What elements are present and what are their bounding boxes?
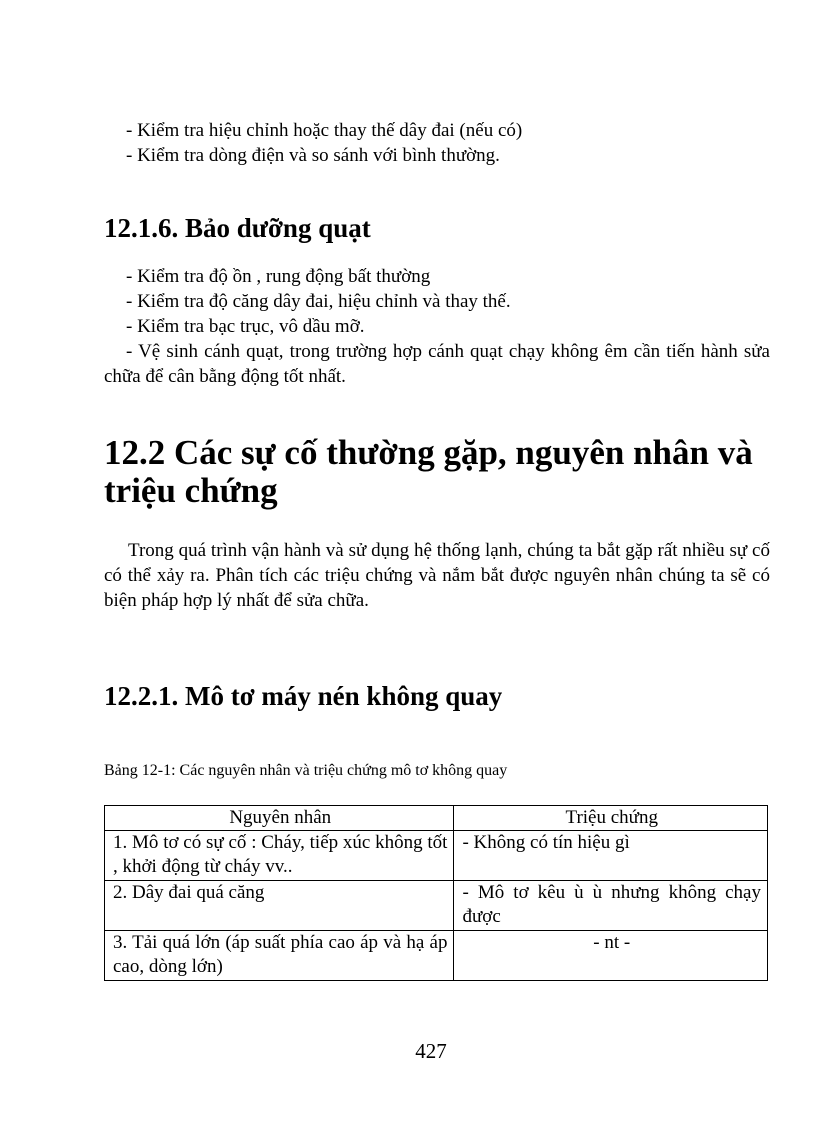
bullet-item: - Kiểm tra độ ồn , rung động bất thường <box>126 266 431 287</box>
maintenance-bullet-list <box>104 118 770 168</box>
bullet-item: - Kiểm tra bạc trục, vô dầu mỡ. <box>126 316 365 337</box>
symptom-cell: - Mô tơ kêu ù ù nhưng không chạy được <box>454 881 768 931</box>
table-caption: Bảng 12-1: Các nguyên nhân và triệu chứng mô tơ không quay <box>104 762 508 779</box>
bullet-item: - Vệ sinh cánh quạt, trong trường hợp cánh quạt chạy không êm cần tiến hành sửa chữa để cân bằng động tốt nhất. <box>104 341 770 387</box>
table-row <box>105 931 768 981</box>
cause-cell: 2. Dây đai quá căng <box>105 881 454 931</box>
section-heading-fan-maintenance: 12.1.6. Bảo dưỡng quạt <box>104 213 371 243</box>
bullet-item: - Kiểm tra độ căng dây đai, hiệu chỉnh và thay thế. <box>126 291 511 312</box>
symptom-cell: - nt - <box>454 931 768 981</box>
table-row <box>105 831 768 881</box>
bullet-item: - Kiểm tra dòng điện và so sánh với bình thường. <box>126 145 500 166</box>
fan-maintenance-bullet-list <box>104 264 770 389</box>
section-heading-common-faults: 12.2 Các sự cố thường gặp, nguyên nhân và triệu chứng <box>104 433 753 510</box>
page-number: 427 <box>415 1039 447 1063</box>
cause-cell: 3. Tải quá lớn (áp suất phía cao áp và hạ áp cao, dòng lớn) <box>105 931 454 981</box>
symptom-cell: - Không có tín hiệu gì <box>454 831 768 881</box>
column-header-cause: Nguyên nhân <box>105 806 454 831</box>
table-header-row <box>105 806 768 831</box>
causes-symptoms-table <box>104 805 768 981</box>
section-heading-motor-not-rotating: 12.2.1. Mô tơ máy nén không quay <box>104 681 503 711</box>
intro-paragraph: Trong quá trình vận hành và sử dụng hệ thống lạnh, chúng ta bắt gặp rất nhiều sự cố có thể xảy ra. Phân tích các triệu chứng và nắm bắt được nguyên nhân chúng ta sẽ có biện pháp hợp lý nhất để sửa chữa. <box>104 540 770 611</box>
bullet-item: - Kiểm tra hiệu chỉnh hoặc thay thế dây đai (nếu có) <box>126 120 523 141</box>
table-row <box>105 881 768 931</box>
column-header-symptom: Triệu chứng <box>454 806 768 831</box>
cause-cell: 1. Mô tơ có sự cố : Cháy, tiếp xúc không tốt , khởi động từ cháy vv.. <box>105 831 454 881</box>
